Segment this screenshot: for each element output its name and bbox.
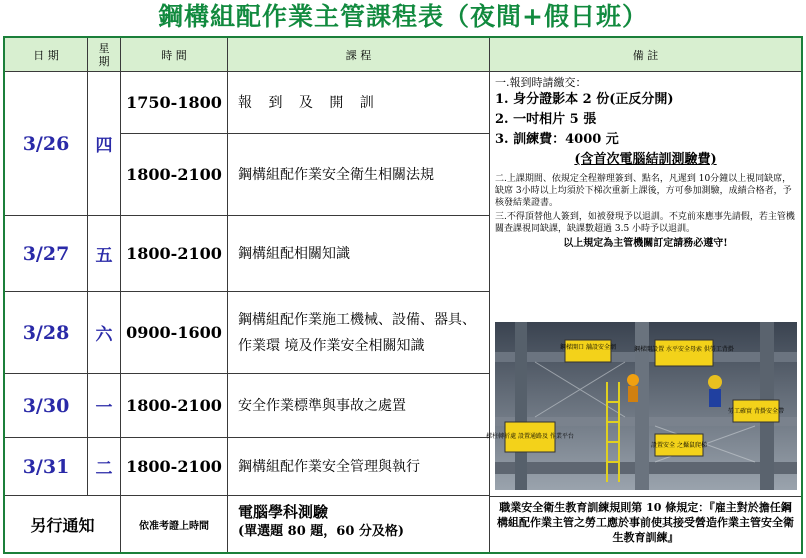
image-label: 設置安全 之攝鼠爬梯 — [651, 442, 707, 449]
note-4: 以上規定為主管機關訂定請務必遵守! — [563, 238, 728, 249]
exam-subtitle: (單選題 80 題，60 分及格) — [238, 524, 405, 539]
course-cell: 鋼構組配作業安全衛生相關法規 — [228, 134, 490, 216]
safety-illustration — [486, 322, 797, 490]
note-2: 二.上課期間、依規定全程辦理簽到、點名，凡遲到 10分鐘以上視同缺席，缺席 3小時以上均須於下梯次重新上課後，方可參加測驗，成績合格者，予核發結業證書。 — [495, 174, 792, 208]
date-cell: 3/26 — [5, 72, 88, 216]
notice-label: 另行通知 — [5, 496, 121, 552]
course-cell: 報 到 及 開 訓 — [228, 72, 490, 134]
weekday-cell: 五 — [88, 216, 121, 292]
time-cell: 1800-2100 — [121, 374, 228, 438]
notes-panel — [490, 72, 801, 320]
weekday-cell: 六 — [88, 292, 121, 374]
note-1-subnote: (含首次電腦結訓測驗費) — [574, 152, 717, 167]
exam-title: 電腦學科測驗 — [238, 503, 329, 521]
header-weekday: 星期 — [88, 38, 121, 72]
exam-cell — [228, 496, 490, 552]
image-label: 樑柱轉折處 設置通路及 作業平台 — [486, 433, 574, 440]
header-course: 課 程 — [228, 38, 490, 72]
header-date: 日 期 — [5, 38, 88, 72]
date-cell: 3/27 — [5, 216, 88, 292]
time-cell: 1800-2100 — [121, 216, 228, 292]
course-cell: 鋼構組配作業施工機械、設備、器具、作業環 境及作業安全相關知識 — [228, 292, 490, 374]
date-cell: 3/30 — [5, 374, 88, 438]
exam-time: 依准考證上時間 — [121, 496, 228, 552]
regulation-note: 職業安全衛生教育訓練規則第 10 條規定：『雇主對於擔任鋼構組配作業主管之勞工應於事前使其接受營造作業主管安全衛生教育訓練』 — [490, 496, 801, 552]
weekday-cell: 四 — [88, 72, 121, 216]
weekday-cell: 二 — [88, 438, 121, 496]
note-1-heading: 一.報到時請繳交： — [495, 76, 587, 89]
time-cell: 1750-1800 — [121, 72, 228, 134]
date-cell: 3/28 — [5, 292, 88, 374]
image-label: 鋼樑開設置 水平安全母索 供勞工背掛 — [634, 346, 734, 353]
note-1-item: 1. 身分證影本 2 份(正反分開) — [495, 92, 674, 107]
course-cell: 鋼構組配相關知識 — [228, 216, 490, 292]
time-cell: 1800-2100 — [121, 134, 228, 216]
header-time: 時 間 — [121, 38, 228, 72]
note-1-item: 3. 訓練費：4000 元 — [495, 132, 619, 147]
image-label: 勞工確實 背掛安全帶 — [728, 408, 784, 415]
note-1-item: 2. 一吋相片 5 張 — [495, 112, 597, 127]
course-cell: 鋼構組配作業安全管理與執行 — [228, 438, 490, 496]
header-notes: 備 註 — [490, 38, 801, 72]
weekday-cell: 一 — [88, 374, 121, 438]
page-title: 鋼構組配作業主管課程表（夜間+假日班） — [158, 2, 648, 31]
course-cell: 安全作業標準與事故之處置 — [228, 374, 490, 438]
note-3: 三.不得頂替他人簽到，如被發現予以退訓。不克前來應事先請假，若主管機關查課視同缺課，缺課數超過 3.5 小時予以退訓。 — [495, 212, 795, 234]
date-cell: 3/31 — [5, 438, 88, 496]
schedule-table — [3, 36, 803, 554]
time-cell: 1800-2100 — [121, 438, 228, 496]
image-label: 鋼樑開口 舖設安全網 — [560, 344, 616, 351]
time-cell: 0900-1600 — [121, 292, 228, 374]
steel-structure-image — [486, 322, 797, 490]
